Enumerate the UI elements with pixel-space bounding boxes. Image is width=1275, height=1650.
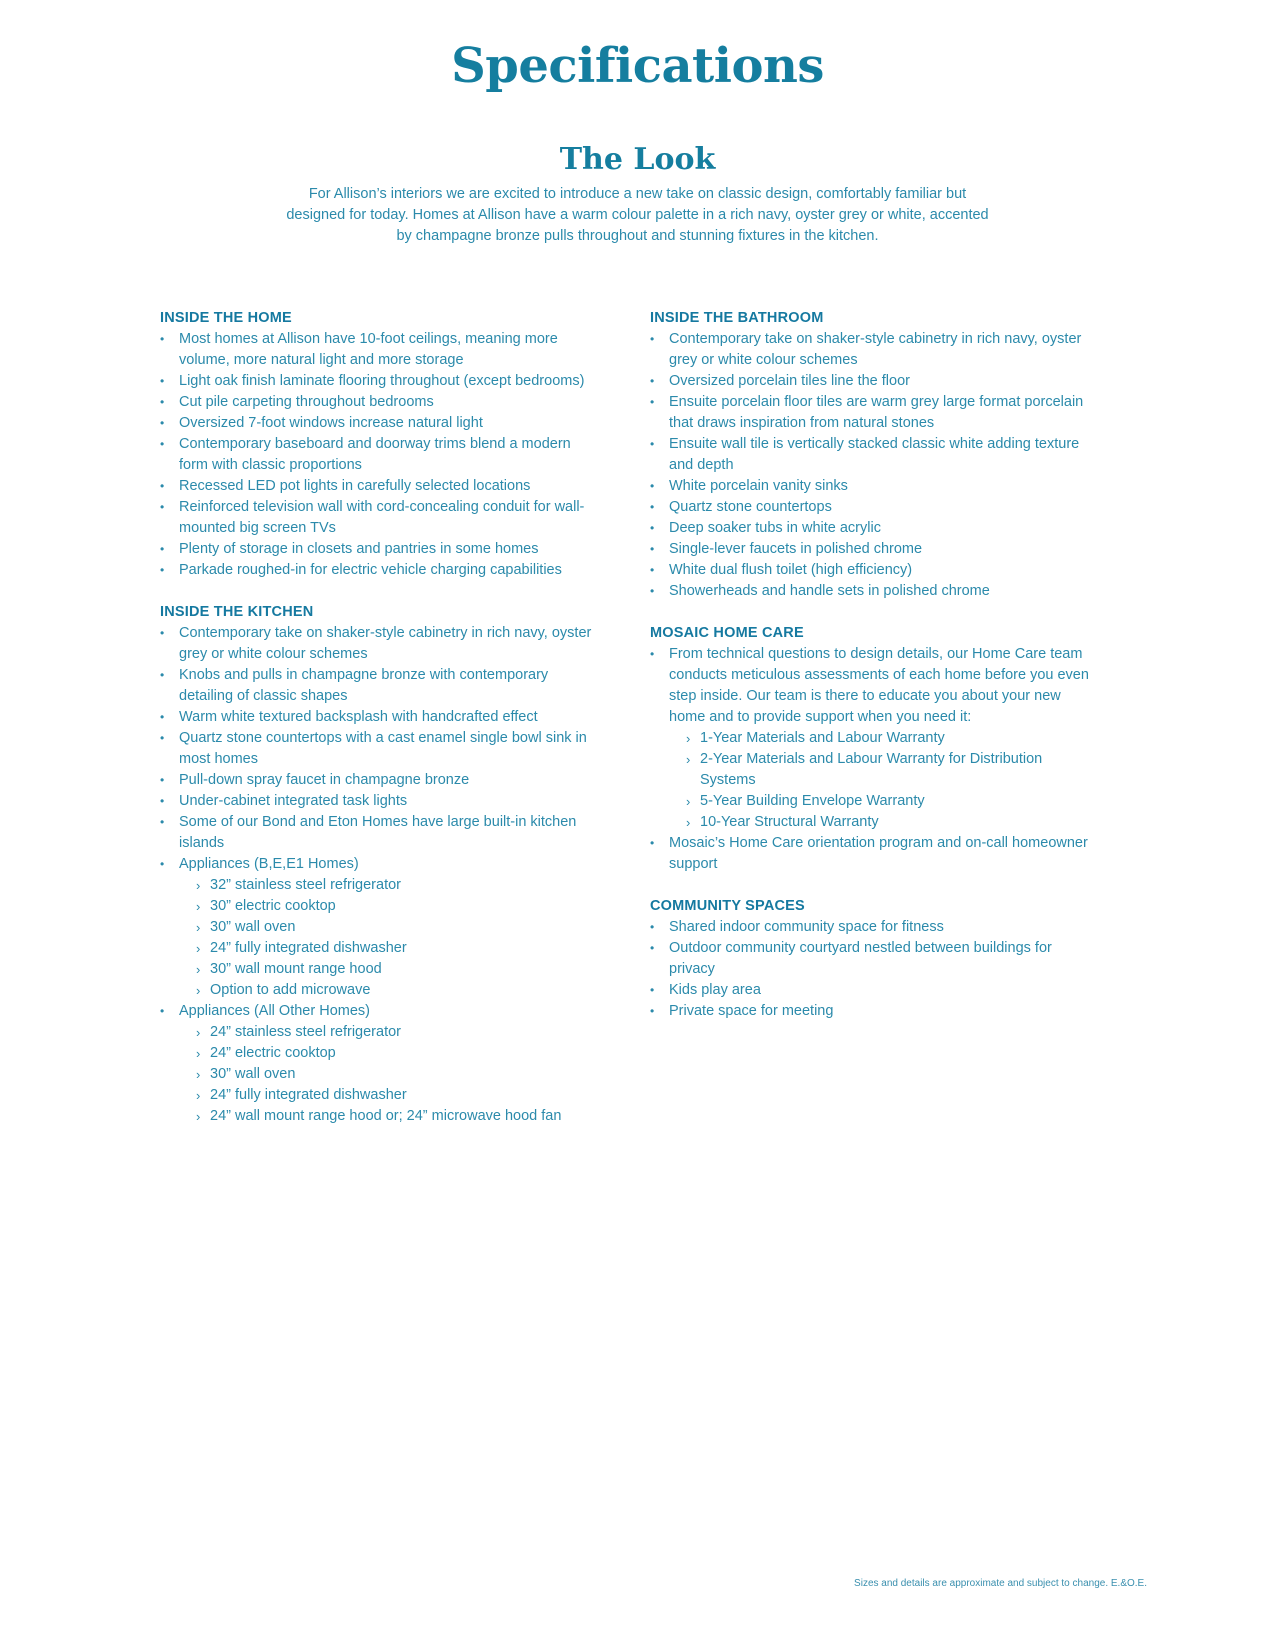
chevron-right-icon: ›	[196, 1046, 201, 1061]
bullet-icon: •	[650, 647, 655, 661]
sub-list-item-text: 1-Year Materials and Labour Warranty	[700, 730, 945, 746]
list-item	[650, 371, 1100, 392]
list-item-text: Contemporary take on shaker-style cabinetry in rich navy, oyster grey or white colour schemes	[669, 331, 1082, 368]
sub-list-item	[179, 938, 600, 959]
list-item-text: Plenty of storage in closets and pantries in some homes	[179, 541, 539, 557]
left-column	[160, 308, 600, 1148]
bullet-icon: •	[650, 983, 655, 997]
bullet-icon: •	[160, 815, 165, 829]
sub-list-item-text: 32” stainless steel refrigerator	[210, 877, 401, 893]
bullet-icon: •	[650, 500, 655, 514]
bullet-icon: •	[650, 941, 655, 955]
section-inside-the-kitchen	[160, 602, 600, 1127]
bullet-icon: •	[160, 668, 165, 682]
list-item	[650, 980, 1100, 1001]
bullet-icon: •	[650, 437, 655, 451]
list-item	[650, 497, 1100, 518]
list-item	[650, 581, 1100, 602]
list-item	[650, 518, 1100, 539]
bullet-icon: •	[650, 563, 655, 577]
bullet-icon: •	[160, 626, 165, 640]
bullet-icon: •	[160, 437, 165, 451]
sub-list-item-text: 5-Year Building Envelope Warranty	[700, 793, 925, 809]
bullet-icon: •	[650, 584, 655, 598]
chevron-right-icon: ›	[196, 983, 201, 998]
bullet-list	[650, 917, 1100, 1022]
sub-list-item-text: 10-Year Structural Warranty	[700, 814, 879, 830]
list-item-text: White dual flush toilet (high efficiency)	[669, 562, 913, 578]
bullet-icon: •	[160, 773, 165, 787]
list-item-text: Appliances (All Other Homes)	[179, 1003, 370, 1019]
list-item	[650, 539, 1100, 560]
sub-list-item	[179, 980, 600, 1001]
list-item-text: Single-lever faucets in polished chrome	[669, 541, 923, 557]
list-item	[160, 329, 600, 371]
list-item-text: Outdoor community courtyard nestled between buildings for privacy	[669, 940, 1052, 977]
list-item	[160, 623, 600, 665]
list-item	[650, 476, 1100, 497]
list-item-text: White porcelain vanity sinks	[669, 478, 848, 494]
list-item	[160, 854, 600, 1001]
bullet-icon: •	[650, 479, 655, 493]
section-heading-the-look: The Look	[559, 142, 716, 177]
list-item-text: Kids play area	[669, 982, 761, 998]
sub-list-item	[179, 896, 600, 917]
list-item	[650, 434, 1100, 476]
bullet-icon: •	[650, 374, 655, 388]
chevron-right-icon: ›	[686, 794, 691, 809]
chevron-right-icon: ›	[196, 878, 201, 893]
section-mosaic-home-care	[650, 623, 1100, 875]
intro-paragraph: For Allison’s interiors we are excited to introduce a new take on classic design, comfortably familiar but designed for today. Homes at Allison have a warm colour palette in a rich navy, oyster grey or white, accented by champagne bronze pulls throughout and stunning fixtures in the kitchen.	[286, 186, 989, 244]
sub-list-item	[179, 917, 600, 938]
list-item-text: Deep soaker tubs in white acrylic	[669, 520, 881, 536]
list-item-text: Contemporary baseboard and doorway trims blend a modern form with classic proportions	[179, 436, 571, 473]
list-item-text: Contemporary take on shaker-style cabinetry in rich navy, oyster grey or white colour schemes	[179, 625, 592, 662]
chevron-right-icon: ›	[196, 1025, 201, 1040]
section-inside-the-bathroom	[650, 308, 1100, 602]
bullet-list	[160, 329, 600, 581]
bullet-icon: •	[160, 710, 165, 724]
list-item-text: Ensuite wall tile is vertically stacked classic white adding texture and depth	[669, 436, 1080, 473]
sub-list-item-text: 30” wall oven	[210, 1066, 296, 1082]
bullet-icon: •	[160, 794, 165, 808]
chevron-right-icon: ›	[196, 1109, 201, 1124]
list-item	[650, 644, 1100, 833]
sub-list-item	[179, 875, 600, 896]
list-item-text: Pull-down spray faucet in champagne bronze	[179, 772, 470, 788]
list-item	[650, 329, 1100, 371]
list-item	[160, 665, 600, 707]
sub-list-item-text: Option to add microwave	[210, 982, 371, 998]
bullet-icon: •	[650, 1004, 655, 1018]
list-item	[160, 371, 600, 392]
list-item	[160, 1001, 600, 1127]
section-title: COMMUNITY SPACES	[650, 898, 805, 914]
list-item-text: Parkade roughed-in for electric vehicle charging capabilities	[179, 562, 562, 578]
section-title: INSIDE THE BATHROOM	[650, 310, 824, 326]
list-item-text: Recessed LED pot lights in carefully selected locations	[179, 478, 531, 494]
bullet-icon: •	[650, 836, 655, 850]
section-title: MOSAIC HOME CARE	[650, 625, 804, 641]
sub-list-item-text: 24” stainless steel refrigerator	[210, 1024, 401, 1040]
bullet-list	[650, 644, 1100, 875]
sub-list-item	[669, 812, 1100, 833]
list-item-text: Oversized 7-foot windows increase natural light	[179, 415, 483, 431]
sub-list-item-text: 24” fully integrated dishwasher	[210, 940, 407, 956]
sub-list-item	[179, 959, 600, 980]
list-item-text: Appliances (B,E,E1 Homes)	[179, 856, 359, 872]
sub-list-item	[179, 1064, 600, 1085]
footer-disclaimer: Sizes and details are approximate and subject to change. E.&O.E.	[854, 1578, 1147, 1589]
list-item	[650, 833, 1100, 875]
bullet-icon: •	[650, 395, 655, 409]
right-column	[650, 308, 1100, 1043]
list-item-text: Cut pile carpeting throughout bedrooms	[179, 394, 434, 410]
sub-list-item	[669, 728, 1100, 749]
bullet-icon: •	[160, 395, 165, 409]
sub-list-item-text: 24” fully integrated dishwasher	[210, 1087, 407, 1103]
list-item-text: From technical questions to design details, our Home Care team conducts meticulous assessments of each home before you even step inside. Our team is there to educate you about your new home and to provide support when you need it:	[669, 646, 1089, 725]
chevron-right-icon: ›	[686, 731, 691, 746]
sub-list-item	[179, 1106, 600, 1127]
list-item-text: Warm white textured backsplash with handcrafted effect	[179, 709, 538, 725]
list-item-text: Ensuite porcelain floor tiles are warm grey large format porcelain that draws inspiration from natural stones	[669, 394, 1084, 431]
list-item	[160, 728, 600, 770]
sub-list-item	[669, 749, 1100, 791]
list-item-text: Light oak finish laminate flooring throughout (except bedrooms)	[179, 373, 585, 389]
sub-list	[669, 728, 1100, 833]
chevron-right-icon: ›	[196, 941, 201, 956]
list-item	[160, 413, 600, 434]
list-item	[160, 476, 600, 497]
list-item-text: Quartz stone countertops	[669, 499, 832, 515]
chevron-right-icon: ›	[196, 1067, 201, 1082]
sub-list-item-text: 2-Year Materials and Labour Warranty for Distribution Systems	[700, 751, 1043, 788]
sub-list-item-text: 30” wall mount range hood	[210, 961, 382, 977]
chevron-right-icon: ›	[686, 752, 691, 767]
list-item	[160, 812, 600, 854]
bullet-icon: •	[160, 731, 165, 745]
list-item-text: Reinforced television wall with cord-concealing conduit for wall-mounted big screen TVs	[179, 499, 585, 536]
list-item	[160, 560, 600, 581]
list-item	[650, 560, 1100, 581]
bullet-list	[650, 329, 1100, 602]
bullet-icon: •	[160, 1004, 165, 1018]
sub-list-item	[179, 1043, 600, 1064]
list-item-text: Some of our Bond and Eton Homes have large built-in kitchen islands	[179, 814, 577, 851]
bullet-icon: •	[160, 542, 165, 556]
list-item-text: Shared indoor community space for fitness	[669, 919, 944, 935]
section-title: INSIDE THE KITCHEN	[160, 604, 314, 620]
list-item-text: Mosaic’s Home Care orientation program and on-call homeowner support	[669, 835, 1088, 872]
sub-list-item	[669, 791, 1100, 812]
sub-list-item-text: 30” electric cooktop	[210, 898, 336, 914]
bullet-icon: •	[650, 521, 655, 535]
bullet-icon: •	[650, 542, 655, 556]
bullet-list	[160, 623, 600, 1127]
sub-list-item-text: 30” wall oven	[210, 919, 296, 935]
section-inside-the-home	[160, 308, 600, 581]
bullet-icon: •	[160, 857, 165, 871]
section-title: INSIDE THE HOME	[160, 310, 292, 326]
bullet-icon: •	[160, 374, 165, 388]
bullet-icon: •	[160, 500, 165, 514]
list-item-text: Under-cabinet integrated task lights	[179, 793, 408, 809]
bullet-icon: •	[160, 563, 165, 577]
list-item-text: Private space for meeting	[669, 1003, 834, 1019]
list-item	[160, 791, 600, 812]
list-item-text: Knobs and pulls in champagne bronze with contemporary detailing of classic shapes	[179, 667, 549, 704]
sub-list	[179, 1022, 600, 1127]
chevron-right-icon: ›	[686, 815, 691, 830]
list-item	[160, 434, 600, 476]
sub-list	[179, 875, 600, 1001]
chevron-right-icon: ›	[196, 1088, 201, 1103]
bullet-icon: •	[160, 416, 165, 430]
list-item	[650, 392, 1100, 434]
list-item	[160, 497, 600, 539]
list-item-text: Oversized porcelain tiles line the floor	[669, 373, 910, 389]
bullet-icon: •	[160, 332, 165, 346]
list-item-text: Most homes at Allison have 10-foot ceilings, meaning more volume, more natural light and more storage	[179, 331, 558, 368]
bullet-icon: •	[650, 920, 655, 934]
list-item	[160, 707, 600, 728]
sub-list-item	[179, 1085, 600, 1106]
list-item-text: Showerheads and handle sets in polished chrome	[669, 583, 990, 599]
chevron-right-icon: ›	[196, 899, 201, 914]
bullet-icon: •	[650, 332, 655, 346]
list-item	[650, 938, 1100, 980]
page-title: Specifications	[451, 38, 824, 94]
sub-list-item-text: 24” wall mount range hood or; 24” microwave hood fan	[210, 1108, 562, 1124]
chevron-right-icon: ›	[196, 962, 201, 977]
list-item	[160, 770, 600, 791]
sub-list-item	[179, 1022, 600, 1043]
sub-list-item-text: 24” electric cooktop	[210, 1045, 336, 1061]
section-community-spaces	[650, 896, 1100, 1022]
chevron-right-icon: ›	[196, 920, 201, 935]
list-item-text: Quartz stone countertops with a cast enamel single bowl sink in most homes	[179, 730, 587, 767]
list-item	[650, 1001, 1100, 1022]
list-item	[650, 917, 1100, 938]
list-item	[160, 392, 600, 413]
list-item	[160, 539, 600, 560]
bullet-icon: •	[160, 479, 165, 493]
